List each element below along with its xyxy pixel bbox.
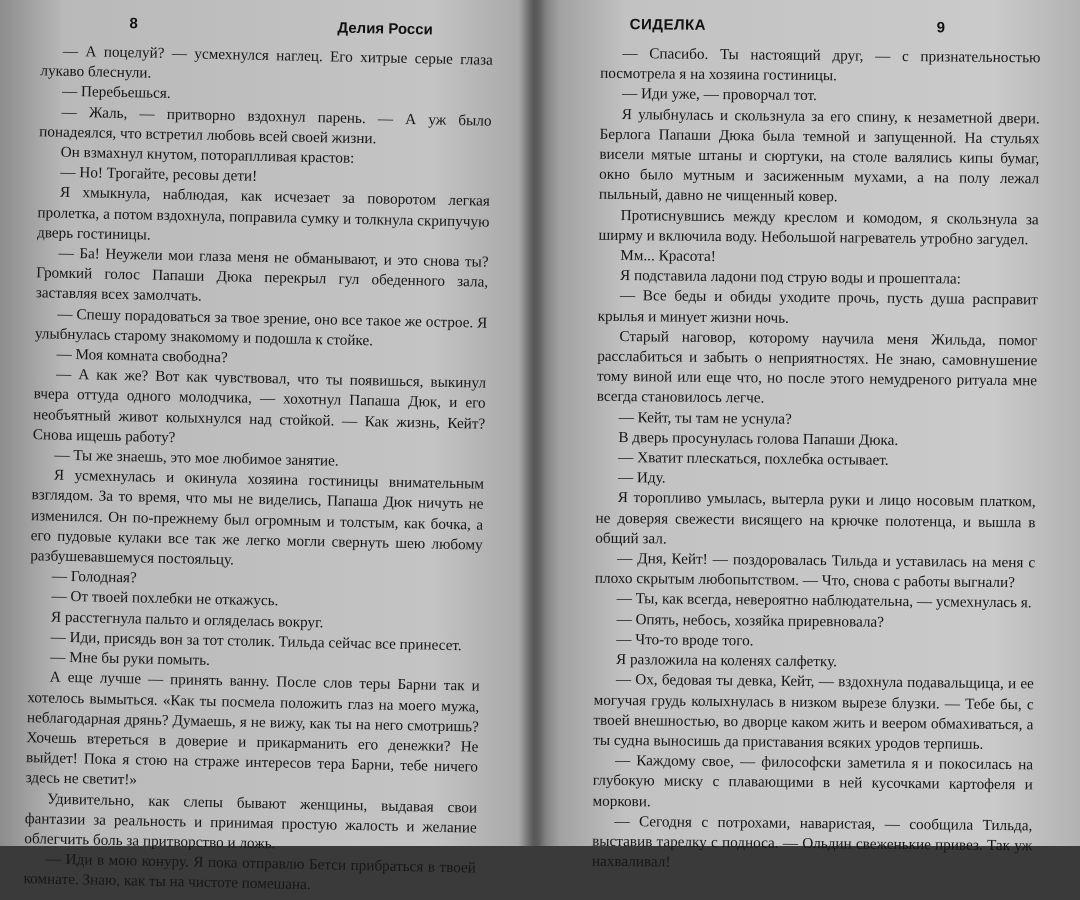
paragraph: — Ох, бедовая ты девка, Кейт, — вздохнула подавальщица, и ее могучая грудь колыхнулась в низком вырезе блузки. — Тебе бы, с твоей внешностью, во дворце каком жить и веером обмахиваться, а ты судна выносишь да приставания всяких уродов терпишь. bbox=[593, 671, 1034, 753]
left-page bbox=[0, 0, 535, 894]
paragraph: Я расстегнула пальто и огляделась вокруг. bbox=[50, 608, 324, 631]
paragraph: Я подставила ладони под струю воды и прошептала: bbox=[620, 267, 962, 288]
paragraph: — Иди уже, — проворчал тот. bbox=[621, 85, 817, 105]
paragraph: В дверь просунулась голова Папаши Дюка. bbox=[618, 428, 899, 449]
paragraph: — Жаль, — притворно вздохнул парень. — А уж было понадеялся, что встретил любовь всей своей жизни. bbox=[39, 103, 492, 148]
running-head-title: СИДЕЛКА bbox=[629, 16, 707, 34]
paragraph: — Моя комната свободна? bbox=[56, 345, 228, 367]
paragraph: — Все беды и обиды уходите прочь, пусть душа расправит крылья и минует жизни ночь. bbox=[597, 287, 1038, 327]
paragraph: Я усмехнулась и окинула хозяина гостиницы внимательным взглядом. За то время, что мы не виделись, Папаша Дюк ничуть не изменился. Он по-прежнему был огромным и толстым, как бочка, а его пудовые кулаки все так же легко могли свернуть шею любому разбушевавшемуся постояльцу. bbox=[30, 466, 485, 569]
paragraph: Я улыбнулась и скользнула за его спину, к незаметной двери. Берлога Папаши Дюка была темной и запущенной. На стульях висели мятые штаны и сюртуки, на столе валялись кипы бумаг, окно было мутным и засиженным мухами, а на полу лежал пыльный, давно не чищенный ковер. bbox=[598, 105, 1040, 206]
paragraph: — Ты, как всегда, невероятно наблюдательна, — усмехнулась я. bbox=[616, 590, 1032, 612]
paragraph: — Иду. bbox=[617, 469, 666, 487]
page-number-right: 9 bbox=[936, 19, 946, 37]
paragraph: — Что-то вроде того. bbox=[616, 630, 754, 650]
paragraph: Я торопливо умылась, вытерла руки и лицо носовым платком, не доверяя свежести висящего на крючке полотенца, и вышла в общий зал. bbox=[595, 489, 1036, 548]
paragraph: — Спасибо. Ты настоящий друг, — с признательностью посмотрела я на хозяина гостиницы. bbox=[600, 45, 1041, 85]
running-head-author: Делия Росси bbox=[337, 19, 433, 39]
paragraph: — Мне бы руки помыть. bbox=[50, 648, 211, 670]
paragraph: — От твоей похлебки не откажусь. bbox=[51, 588, 279, 610]
paragraph: — Спешу порадоваться за твое зрение, оно все такое же острое. Я улыбнулась старому знакомому и подошла к стойке. bbox=[34, 305, 488, 350]
paragraph: — Иди, присядь вон за тот столик. Тильда сейчас все принесет. bbox=[50, 628, 462, 655]
right-page bbox=[536, 0, 1080, 871]
paragraph: — Иди в мою конуру. Я пока отправлю Бетси прибраться в твоей комнате. Знаю, как ты на чистоте помешана. bbox=[23, 850, 477, 894]
left-page-text bbox=[23, 41, 493, 899]
paragraph: Старый наговор, которому научила меня Жильда, помог расслабиться и забыть о неприятностях. Не знаю, самовнушение тому виной или еще что, но после этого немудреного ритуала мне всегда становилось легче. bbox=[596, 327, 1038, 407]
paragraph: — Но! Трогайте, ресовы дети! bbox=[60, 163, 258, 186]
paragraph: — Хватит плескаться, похлебка остывает. bbox=[618, 449, 889, 469]
paragraph: Он взмахнул кнутом, потораплливая крастов: bbox=[60, 143, 355, 167]
page-number-left: 8 bbox=[129, 15, 138, 33]
paragraph: Я хмыкнула, наблюдая, как исчезает за поворотом легкая пролетка, а потом вздохнула, поправила сумку и толкнула скрипучую дверь гостиницы. bbox=[36, 184, 491, 244]
right-page-text bbox=[592, 44, 1041, 877]
paragraph: — Сегодня с потрохами, наваристая, — сообщила Тильда, выставив тарелку с подноса. — Ольдин свеженькие привез. Так уж нахваливал! bbox=[591, 812, 1033, 871]
paragraph: Удивительно, как слепы бывают женщины, выдавая свои фантазии за реальность и принимая простую жалость и желание облегчить боль за притворство и ложь. bbox=[24, 790, 478, 853]
paragraph: — Ба! Неужели мои глаза меня не обманывают, и это снова ты? Громкий голос Папаши Дюка перекрыл гул обеденного зала, заставляя всех замолчать. bbox=[35, 244, 489, 306]
paragraph: — Дня, Кейт! — поздоровалась Тильда и уставилась на меня с плохо скрытым любопытством. — Что, снова с работы выгнали? bbox=[594, 550, 1036, 592]
paragraph: — Ты же знаешь, это мое любимое занятие. bbox=[54, 446, 339, 470]
paragraph: — Перебьешься. bbox=[61, 83, 171, 103]
paragraph: Мм... Красота! bbox=[620, 247, 716, 266]
paragraph: — Каждому свое, — философски заметила я и покосилась на глубокую миску с плавающими в ней кусочками картофеля и моркови. bbox=[592, 752, 1034, 810]
paragraph: — А как же? Вот как чувствовал, что ты появишься, выкинул вчера оттуда одного молодчика, — хохотнул Папаша Дюк, и его необъятный живот колыхнулся над стойкой. — Как жизнь, Кейт? Снова ищешь работу? bbox=[32, 365, 487, 447]
paragraph: — Опять, небось, хозяйка приревновала? bbox=[616, 610, 885, 631]
paragraph: Протиснувшись между креслом и комодом, я скользнула за ширму и включила воду. Небольшой нагреватель утробно загудел. bbox=[598, 206, 1039, 249]
paragraph: Я разложила на коленях салфетку. bbox=[615, 651, 838, 671]
paragraph: А еще лучше — принять ванну. После слов теры Барни так и хотелось вымыться. «Как ты посмела положить глаз на моего мужа, неблагодарная дрянь? Думаешь, я не вижу, как ты на него смотришь? Хочешь втереться в доверие и прикарманить его денежки? Не выйдет! Пока я стою на страже интересов тера Барни, тебе ничего здесь не светит!» bbox=[25, 668, 480, 789]
paragraph: — Голодная? bbox=[51, 567, 137, 587]
paragraph: — Кейт, ты там не уснула? bbox=[618, 408, 792, 428]
paragraph: — А поцелуй? — усмехнулся наглец. Его хитрые серые глаза лукаво блеснули. bbox=[40, 42, 493, 82]
